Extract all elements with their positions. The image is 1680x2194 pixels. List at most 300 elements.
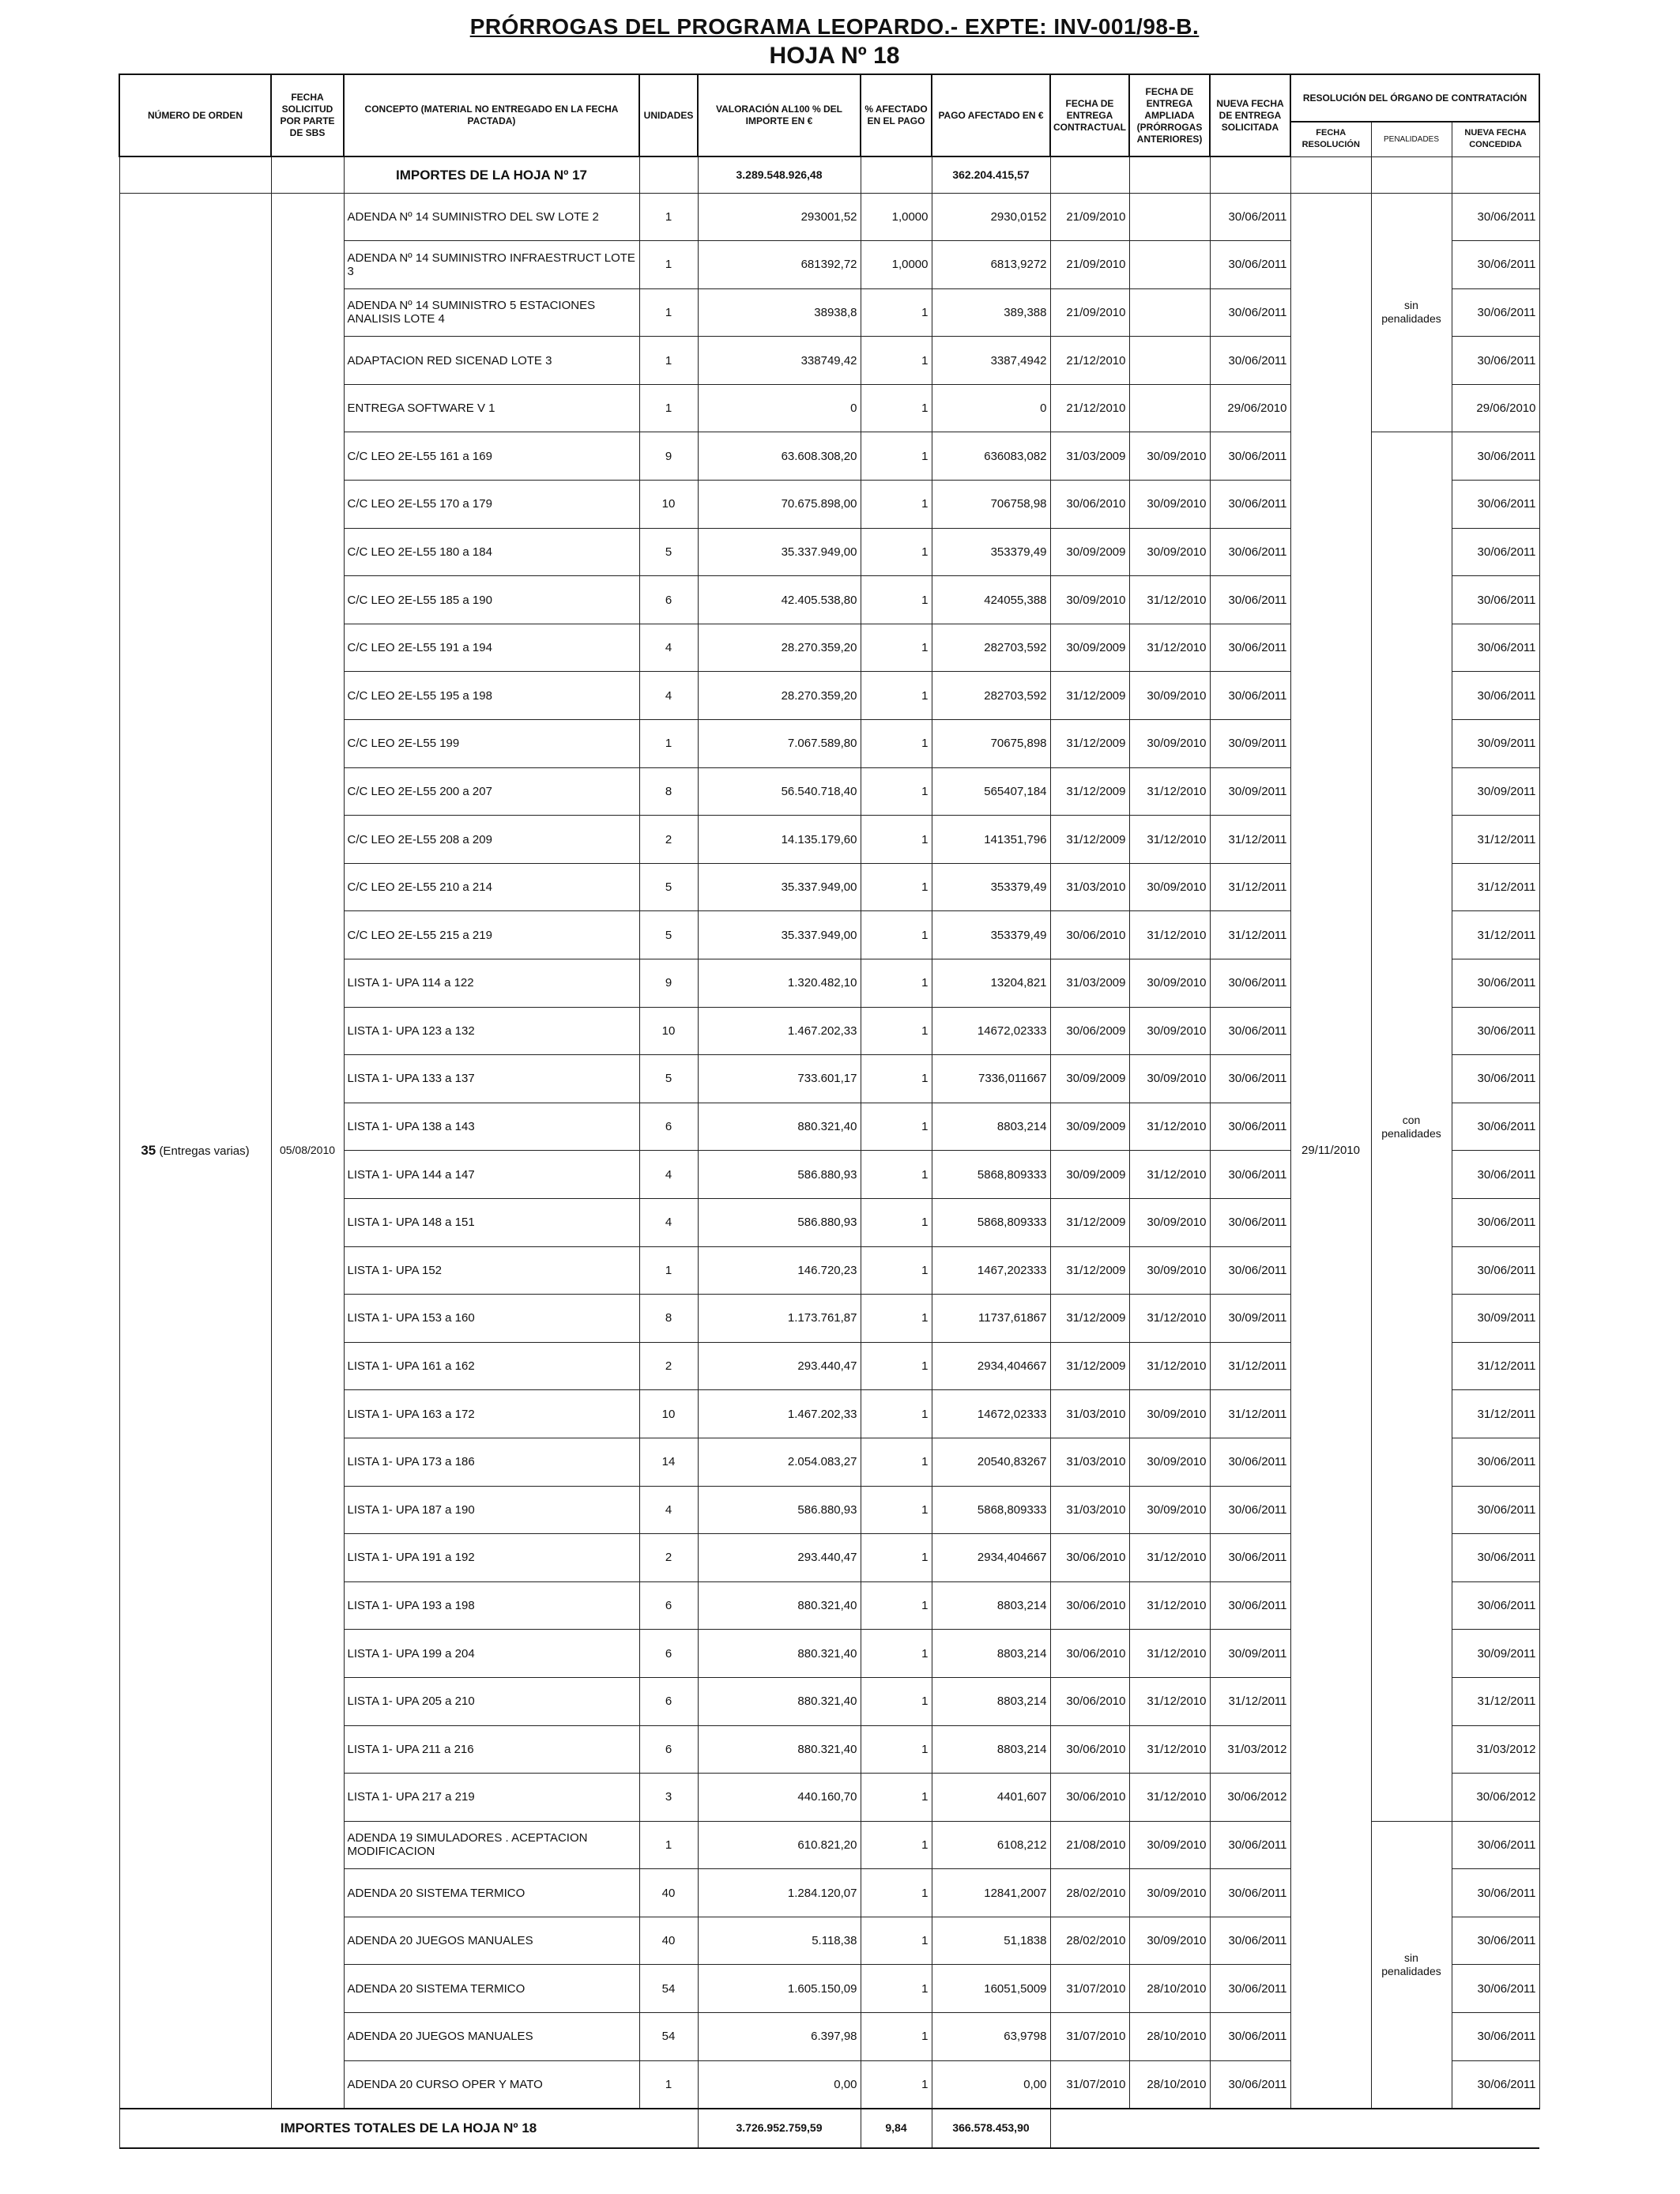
granted-date-cell: 29/06/2010 xyxy=(1452,384,1539,432)
granted-date-cell: 30/06/2011 xyxy=(1452,1007,1539,1055)
payment-cell: 5868,809333 xyxy=(932,1151,1050,1199)
granted-date-cell: 30/06/2011 xyxy=(1452,193,1539,241)
new-date-cell: 31/03/2012 xyxy=(1210,1725,1290,1774)
carry-valuation: 3.289.548.926,48 xyxy=(698,156,861,193)
extended-date-cell: 31/12/2010 xyxy=(1129,911,1210,959)
valuation-cell: 0,00 xyxy=(698,2060,861,2109)
extended-date-cell: 31/12/2010 xyxy=(1129,1151,1210,1199)
percent-cell: 1 xyxy=(861,720,932,768)
percent-cell: 1 xyxy=(861,911,932,959)
payment-cell: 353379,49 xyxy=(932,911,1050,959)
units-cell: 2 xyxy=(639,1534,698,1582)
granted-date-cell: 31/12/2011 xyxy=(1452,863,1539,911)
new-date-cell: 30/06/2011 xyxy=(1210,241,1290,289)
contract-date-cell: 30/09/2009 xyxy=(1050,624,1129,672)
contract-date-cell: 31/12/2009 xyxy=(1050,1295,1129,1343)
payment-cell: 13204,821 xyxy=(932,959,1050,1008)
payment-cell: 2934,404667 xyxy=(932,1342,1050,1390)
extended-date-cell: 30/09/2010 xyxy=(1129,1438,1210,1486)
valuation-cell: 0 xyxy=(698,384,861,432)
contract-date-cell: 31/12/2009 xyxy=(1050,767,1129,816)
carry-over-row xyxy=(119,156,1539,193)
new-date-cell: 31/12/2011 xyxy=(1210,1390,1290,1438)
totals-valuation: 3.726.952.759,59 xyxy=(698,2109,861,2148)
granted-date-cell: 30/06/2011 xyxy=(1452,1581,1539,1630)
contract-date-cell: 30/06/2010 xyxy=(1050,1534,1129,1582)
units-cell: 3 xyxy=(639,1774,698,1822)
header-granted-date: NUEVA FECHA CONCEDIDA xyxy=(1452,122,1539,156)
concept-cell: ENTREGA SOFTWARE V 1 xyxy=(344,384,639,432)
extended-date-cell: 28/10/2010 xyxy=(1129,1965,1210,2013)
contract-date-cell: 30/06/2010 xyxy=(1050,481,1129,529)
units-cell: 14 xyxy=(639,1438,698,1486)
contract-date-cell: 31/03/2009 xyxy=(1050,432,1129,481)
penalties-cell: sin penalidades xyxy=(1371,1821,1452,2109)
extended-date-cell: 31/12/2010 xyxy=(1129,1774,1210,1822)
payment-cell: 706758,98 xyxy=(932,481,1050,529)
penalties-cell: con penalidades xyxy=(1371,432,1452,1821)
concept-cell: ADENDA Nº 14 SUMINISTRO DEL SW LOTE 2 xyxy=(344,193,639,241)
units-cell: 1 xyxy=(639,1821,698,1869)
concept-cell: ADENDA 20 CURSO OPER Y MATO xyxy=(344,2060,639,2109)
concept-cell: LISTA 1- UPA 123 a 132 xyxy=(344,1007,639,1055)
carry-label: IMPORTES DE LA HOJA Nº 17 xyxy=(344,156,639,193)
valuation-cell: 6.397,98 xyxy=(698,2013,861,2061)
header-new-date: NUEVA FECHA DE ENTREGA SOLICITADA xyxy=(1210,74,1290,156)
granted-date-cell: 30/09/2011 xyxy=(1452,767,1539,816)
percent-cell: 1 xyxy=(861,576,932,624)
concept-cell: LISTA 1- UPA 133 a 137 xyxy=(344,1055,639,1103)
valuation-cell: 7.067.589,80 xyxy=(698,720,861,768)
extended-date-cell: 28/10/2010 xyxy=(1129,2060,1210,2109)
payment-cell: 1467,202333 xyxy=(932,1246,1050,1295)
contract-date-cell: 30/06/2010 xyxy=(1050,1630,1129,1678)
header-units: UNIDADES xyxy=(639,74,698,156)
units-cell: 6 xyxy=(639,1725,698,1774)
units-cell: 1 xyxy=(639,193,698,241)
units-cell: 5 xyxy=(639,911,698,959)
percent-cell: 1 xyxy=(861,384,932,432)
extended-date-cell: 30/09/2010 xyxy=(1129,481,1210,529)
percent-cell: 1 xyxy=(861,863,932,911)
new-date-cell: 30/06/2011 xyxy=(1210,1438,1290,1486)
percent-cell: 1,0000 xyxy=(861,241,932,289)
header-request-date: FECHA SOLICITUD POR PARTE DE SBS xyxy=(271,74,344,156)
totals-row xyxy=(119,2109,1539,2148)
new-date-cell: 30/06/2011 xyxy=(1210,1534,1290,1582)
valuation-cell: 880.321,40 xyxy=(698,1581,861,1630)
granted-date-cell: 30/06/2011 xyxy=(1452,241,1539,289)
contract-date-cell: 31/07/2010 xyxy=(1050,2060,1129,2109)
concept-cell: C/C LEO 2E-L55 170 a 179 xyxy=(344,481,639,529)
contract-date-cell: 31/07/2010 xyxy=(1050,1965,1129,2013)
extended-date-cell: 31/12/2010 xyxy=(1129,1725,1210,1774)
concept-cell: C/C LEO 2E-L55 161 a 169 xyxy=(344,432,639,481)
extended-date-cell: 31/12/2010 xyxy=(1129,1677,1210,1725)
header-concept: CONCEPTO (MATERIAL NO ENTREGADO EN LA FECHA PACTADA) xyxy=(344,74,639,156)
contract-date-cell: 30/06/2010 xyxy=(1050,1677,1129,1725)
contract-date-cell: 31/03/2010 xyxy=(1050,1390,1129,1438)
concept-cell: C/C LEO 2E-L55 199 xyxy=(344,720,639,768)
valuation-cell: 733.601,17 xyxy=(698,1055,861,1103)
percent-cell: 1 xyxy=(861,1725,932,1774)
new-date-cell: 30/09/2011 xyxy=(1210,1295,1290,1343)
units-cell: 1 xyxy=(639,288,698,337)
contract-date-cell: 31/12/2009 xyxy=(1050,720,1129,768)
payment-cell: 0,00 xyxy=(932,2060,1050,2109)
percent-cell: 1 xyxy=(861,1774,932,1822)
extended-date-cell: 31/12/2010 xyxy=(1129,1103,1210,1151)
extensions-table xyxy=(119,74,1540,2149)
granted-date-cell: 30/06/2011 xyxy=(1452,1821,1539,1869)
valuation-cell: 56.540.718,40 xyxy=(698,767,861,816)
units-cell: 6 xyxy=(639,1630,698,1678)
units-cell: 1 xyxy=(639,337,698,385)
payment-cell: 8803,214 xyxy=(932,1677,1050,1725)
valuation-cell: 440.160,70 xyxy=(698,1774,861,1822)
concept-cell: LISTA 1- UPA 114 a 122 xyxy=(344,959,639,1008)
concept-cell: LISTA 1- UPA 144 a 147 xyxy=(344,1151,639,1199)
contract-date-cell: 31/12/2009 xyxy=(1050,1198,1129,1246)
totals-label: IMPORTES TOTALES DE LA HOJA Nº 18 xyxy=(119,2109,698,2148)
percent-cell: 1 xyxy=(861,1677,932,1725)
contract-date-cell: 30/06/2010 xyxy=(1050,1774,1129,1822)
concept-cell: LISTA 1- UPA 163 a 172 xyxy=(344,1390,639,1438)
percent-cell: 1 xyxy=(861,816,932,864)
new-date-cell: 30/09/2011 xyxy=(1210,767,1290,816)
percent-cell: 1 xyxy=(861,1055,932,1103)
granted-date-cell: 30/06/2011 xyxy=(1452,528,1539,576)
header-payment: PAGO AFECTADO EN € xyxy=(932,74,1050,156)
header-resolution: RESOLUCIÓN DEL ÓRGANO DE CONTRATACIÓN xyxy=(1290,74,1539,122)
contract-date-cell: 28/02/2010 xyxy=(1050,1869,1129,1917)
contract-date-cell: 30/06/2010 xyxy=(1050,1725,1129,1774)
granted-date-cell: 30/06/2011 xyxy=(1452,672,1539,720)
units-cell: 1 xyxy=(639,720,698,768)
payment-cell: 63,9798 xyxy=(932,2013,1050,2061)
resolution-date: 29/11/2010 xyxy=(1290,193,1371,2109)
concept-cell: LISTA 1- UPA 153 a 160 xyxy=(344,1295,639,1343)
new-date-cell: 30/06/2011 xyxy=(1210,624,1290,672)
valuation-cell: 1.320.482,10 xyxy=(698,959,861,1008)
concept-cell: C/C LEO 2E-L55 200 a 207 xyxy=(344,767,639,816)
concept-cell: ADENDA 20 JUEGOS MANUALES xyxy=(344,1917,639,1965)
extended-date-cell: 30/09/2010 xyxy=(1129,1821,1210,1869)
new-date-cell: 31/12/2011 xyxy=(1210,1342,1290,1390)
valuation-cell: 1.284.120,07 xyxy=(698,1869,861,1917)
percent-cell: 1 xyxy=(861,1151,932,1199)
new-date-cell: 30/06/2011 xyxy=(1210,432,1290,481)
contract-date-cell: 21/09/2010 xyxy=(1050,288,1129,337)
new-date-cell: 30/06/2011 xyxy=(1210,1965,1290,2013)
units-cell: 4 xyxy=(639,1486,698,1534)
units-cell: 9 xyxy=(639,959,698,1008)
payment-cell: 20540,83267 xyxy=(932,1438,1050,1486)
concept-cell: C/C LEO 2E-L55 195 a 198 xyxy=(344,672,639,720)
payment-cell: 2930,0152 xyxy=(932,193,1050,241)
concept-cell: C/C LEO 2E-L55 180 a 184 xyxy=(344,528,639,576)
percent-cell: 1 xyxy=(861,1630,932,1678)
payment-cell: 5868,809333 xyxy=(932,1198,1050,1246)
payment-cell: 51,1838 xyxy=(932,1917,1050,1965)
concept-cell: LISTA 1- UPA 205 a 210 xyxy=(344,1677,639,1725)
valuation-cell: 146.720,23 xyxy=(698,1246,861,1295)
valuation-cell: 880.321,40 xyxy=(698,1630,861,1678)
carry-payment: 362.204.415,57 xyxy=(932,156,1050,193)
units-cell: 54 xyxy=(639,1965,698,2013)
extended-date-cell: 30/09/2010 xyxy=(1129,1055,1210,1103)
valuation-cell: 880.321,40 xyxy=(698,1103,861,1151)
percent-cell: 1 xyxy=(861,1869,932,1917)
concept-cell: ADAPTACION RED SICENAD LOTE 3 xyxy=(344,337,639,385)
payment-cell: 14672,02333 xyxy=(932,1390,1050,1438)
new-date-cell: 31/12/2011 xyxy=(1210,816,1290,864)
valuation-cell: 586.880,93 xyxy=(698,1151,861,1199)
header-valuation: VALORACIÓN AL100 % DEL IMPORTE EN € xyxy=(698,74,861,156)
percent-cell: 1 xyxy=(861,1007,932,1055)
units-cell: 54 xyxy=(639,2013,698,2061)
new-date-cell: 30/06/2011 xyxy=(1210,1917,1290,1965)
extended-date-cell: 31/12/2010 xyxy=(1129,1295,1210,1343)
granted-date-cell: 30/06/2011 xyxy=(1452,1151,1539,1199)
new-date-cell: 30/06/2011 xyxy=(1210,2060,1290,2109)
extended-date-cell: 31/12/2010 xyxy=(1129,1342,1210,1390)
units-cell: 5 xyxy=(639,863,698,911)
extended-date-cell: 31/12/2010 xyxy=(1129,767,1210,816)
units-cell: 1 xyxy=(639,241,698,289)
valuation-cell: 880.321,40 xyxy=(698,1677,861,1725)
payment-cell: 14672,02333 xyxy=(932,1007,1050,1055)
percent-cell: 1 xyxy=(861,481,932,529)
granted-date-cell: 30/06/2011 xyxy=(1452,1486,1539,1534)
extended-date-cell: 31/12/2010 xyxy=(1129,576,1210,624)
extended-date-cell: 30/09/2010 xyxy=(1129,432,1210,481)
order-note: (Entregas varias) xyxy=(159,1144,250,1158)
granted-date-cell: 30/06/2011 xyxy=(1452,288,1539,337)
contract-date-cell: 31/03/2009 xyxy=(1050,959,1129,1008)
units-cell: 4 xyxy=(639,1198,698,1246)
new-date-cell: 30/06/2011 xyxy=(1210,672,1290,720)
granted-date-cell: 31/12/2011 xyxy=(1452,1390,1539,1438)
extended-date-cell: 30/09/2010 xyxy=(1129,1007,1210,1055)
valuation-cell: 35.337.949,00 xyxy=(698,911,861,959)
extended-date-cell: 30/09/2010 xyxy=(1129,1198,1210,1246)
contract-date-cell: 31/03/2010 xyxy=(1050,1486,1129,1534)
extended-date-cell: 30/09/2010 xyxy=(1129,672,1210,720)
granted-date-cell: 30/06/2011 xyxy=(1452,481,1539,529)
payment-cell: 0 xyxy=(932,384,1050,432)
units-cell: 6 xyxy=(639,1581,698,1630)
percent-cell: 1 xyxy=(861,1295,932,1343)
granted-date-cell: 30/09/2011 xyxy=(1452,1295,1539,1343)
percent-cell: 1 xyxy=(861,288,932,337)
contract-date-cell: 31/03/2010 xyxy=(1050,863,1129,911)
contract-date-cell: 30/09/2009 xyxy=(1050,1055,1129,1103)
new-date-cell: 30/06/2011 xyxy=(1210,2013,1290,2061)
concept-cell: LISTA 1- UPA 211 a 216 xyxy=(344,1725,639,1774)
new-date-cell: 30/06/2011 xyxy=(1210,1869,1290,1917)
percent-cell: 1 xyxy=(861,337,932,385)
units-cell: 40 xyxy=(639,1869,698,1917)
header-contract-date: FECHA DE ENTREGA CONTRACTUAL xyxy=(1050,74,1129,156)
concept-cell: LISTA 1- UPA 148 a 151 xyxy=(344,1198,639,1246)
percent-cell: 1 xyxy=(861,1917,932,1965)
concept-cell: C/C LEO 2E-L55 215 a 219 xyxy=(344,911,639,959)
extended-date-cell: 30/09/2010 xyxy=(1129,1390,1210,1438)
new-date-cell: 30/06/2011 xyxy=(1210,288,1290,337)
percent-cell: 1 xyxy=(861,959,932,1008)
valuation-cell: 610.821,20 xyxy=(698,1821,861,1869)
percent-cell: 1 xyxy=(861,672,932,720)
header-order: NÚMERO DE ORDEN xyxy=(119,74,271,156)
granted-date-cell: 30/06/2011 xyxy=(1452,1246,1539,1295)
payment-cell: 12841,2007 xyxy=(932,1869,1050,1917)
extended-date-cell: 30/09/2010 xyxy=(1129,1486,1210,1534)
contract-date-cell: 21/12/2010 xyxy=(1050,337,1129,385)
valuation-cell: 38938,8 xyxy=(698,288,861,337)
concept-cell: ADENDA 20 SISTEMA TERMICO xyxy=(344,1869,639,1917)
granted-date-cell: 31/12/2011 xyxy=(1452,911,1539,959)
units-cell: 2 xyxy=(639,1342,698,1390)
extended-date-cell: 30/09/2010 xyxy=(1129,959,1210,1008)
extended-date-cell: 30/09/2010 xyxy=(1129,1917,1210,1965)
extended-date-cell: 31/12/2010 xyxy=(1129,1534,1210,1582)
concept-cell: LISTA 1- UPA 193 a 198 xyxy=(344,1581,639,1630)
percent-cell: 1 xyxy=(861,1246,932,1295)
payment-cell: 6108,212 xyxy=(932,1821,1050,1869)
units-cell: 8 xyxy=(639,767,698,816)
new-date-cell: 29/06/2010 xyxy=(1210,384,1290,432)
new-date-cell: 30/06/2011 xyxy=(1210,1246,1290,1295)
extended-date-cell: 30/09/2010 xyxy=(1129,528,1210,576)
new-date-cell: 30/06/2011 xyxy=(1210,576,1290,624)
valuation-cell: 1.173.761,87 xyxy=(698,1295,861,1343)
payment-cell: 11737,61867 xyxy=(932,1295,1050,1343)
valuation-cell: 293001,52 xyxy=(698,193,861,241)
contract-date-cell: 30/09/2009 xyxy=(1050,528,1129,576)
granted-date-cell: 30/06/2011 xyxy=(1452,1965,1539,2013)
percent-cell: 1 xyxy=(861,1438,932,1486)
extended-date-cell xyxy=(1129,288,1210,337)
extended-date-cell xyxy=(1129,337,1210,385)
units-cell: 5 xyxy=(639,528,698,576)
contract-date-cell: 31/03/2010 xyxy=(1050,1438,1129,1486)
contract-date-cell: 30/06/2010 xyxy=(1050,1581,1129,1630)
units-cell: 8 xyxy=(639,1295,698,1343)
granted-date-cell: 31/12/2011 xyxy=(1452,1342,1539,1390)
granted-date-cell: 31/12/2011 xyxy=(1452,1677,1539,1725)
new-date-cell: 30/09/2011 xyxy=(1210,1630,1290,1678)
percent-cell: 1 xyxy=(861,1534,932,1582)
extended-date-cell: 28/10/2010 xyxy=(1129,2013,1210,2061)
valuation-cell: 42.405.538,80 xyxy=(698,576,861,624)
extended-date-cell: 31/12/2010 xyxy=(1129,1581,1210,1630)
percent-cell: 1 xyxy=(861,2060,932,2109)
percent-cell: 1 xyxy=(861,1965,932,2013)
concept-cell: C/C LEO 2E-L55 191 a 194 xyxy=(344,624,639,672)
concept-cell: LISTA 1- UPA 161 a 162 xyxy=(344,1342,639,1390)
concept-cell: LISTA 1- UPA 191 a 192 xyxy=(344,1534,639,1582)
new-date-cell: 30/06/2011 xyxy=(1210,1055,1290,1103)
granted-date-cell: 30/06/2011 xyxy=(1452,1198,1539,1246)
payment-cell: 4401,607 xyxy=(932,1774,1050,1822)
percent-cell: 1 xyxy=(861,1486,932,1534)
new-date-cell: 31/12/2011 xyxy=(1210,1677,1290,1725)
valuation-cell: 28.270.359,20 xyxy=(698,624,861,672)
valuation-cell: 2.054.083,27 xyxy=(698,1438,861,1486)
valuation-cell: 586.880,93 xyxy=(698,1486,861,1534)
valuation-cell: 35.337.949,00 xyxy=(698,863,861,911)
concept-cell: ADENDA Nº 14 SUMINISTRO 5 ESTACIONES ANALISIS LOTE 4 xyxy=(344,288,639,337)
new-date-cell: 31/12/2011 xyxy=(1210,911,1290,959)
concept-cell: LISTA 1- UPA 138 a 143 xyxy=(344,1103,639,1151)
concept-cell: C/C LEO 2E-L55 208 a 209 xyxy=(344,816,639,864)
valuation-cell: 1.605.150,09 xyxy=(698,1965,861,2013)
new-date-cell: 30/06/2011 xyxy=(1210,337,1290,385)
units-cell: 4 xyxy=(639,672,698,720)
new-date-cell: 30/06/2011 xyxy=(1210,481,1290,529)
sheet-number: HOJA Nº 18 xyxy=(769,43,900,69)
new-date-cell: 30/06/2011 xyxy=(1210,1198,1290,1246)
payment-cell: 7336,011667 xyxy=(932,1055,1050,1103)
new-date-cell: 30/06/2011 xyxy=(1210,959,1290,1008)
new-date-cell: 30/06/2011 xyxy=(1210,1151,1290,1199)
percent-cell: 1 xyxy=(861,1821,932,1869)
payment-cell: 282703,592 xyxy=(932,672,1050,720)
granted-date-cell: 30/09/2011 xyxy=(1452,720,1539,768)
valuation-cell: 293.440,47 xyxy=(698,1534,861,1582)
new-date-cell: 30/06/2012 xyxy=(1210,1774,1290,1822)
payment-cell: 141351,796 xyxy=(932,816,1050,864)
units-cell: 5 xyxy=(639,1055,698,1103)
payment-cell: 353379,49 xyxy=(932,863,1050,911)
order-cell xyxy=(119,193,271,2109)
document-title: PRÓRROGAS DEL PROGRAMA LEOPARDO.- EXPTE: INV-001/98-B. xyxy=(469,14,1200,39)
granted-date-cell: 30/06/2011 xyxy=(1452,1869,1539,1917)
payment-cell: 16051,5009 xyxy=(932,1965,1050,2013)
units-cell: 40 xyxy=(639,1917,698,1965)
payment-cell: 565407,184 xyxy=(932,767,1050,816)
concept-cell: LISTA 1- UPA 187 a 190 xyxy=(344,1486,639,1534)
granted-date-cell: 30/06/2011 xyxy=(1452,624,1539,672)
contract-date-cell: 31/12/2009 xyxy=(1050,672,1129,720)
concept-cell: C/C LEO 2E-L55 185 a 190 xyxy=(344,576,639,624)
contract-date-cell: 30/06/2009 xyxy=(1050,1007,1129,1055)
granted-date-cell: 31/12/2011 xyxy=(1452,816,1539,864)
contract-date-cell: 30/09/2009 xyxy=(1050,1103,1129,1151)
percent-cell: 1 xyxy=(861,1390,932,1438)
extended-date-cell xyxy=(1129,193,1210,241)
granted-date-cell: 30/06/2011 xyxy=(1452,1917,1539,1965)
concept-cell: C/C LEO 2E-L55 210 a 214 xyxy=(344,863,639,911)
contract-date-cell: 31/12/2009 xyxy=(1050,1342,1129,1390)
payment-cell: 8803,214 xyxy=(932,1581,1050,1630)
percent-cell: 1 xyxy=(861,767,932,816)
percent-cell: 1 xyxy=(861,1581,932,1630)
contract-date-cell: 30/09/2009 xyxy=(1050,1151,1129,1199)
header-percent: % AFECTADO EN EL PAGO xyxy=(861,74,932,156)
contract-date-cell: 21/09/2010 xyxy=(1050,193,1129,241)
contract-date-cell: 21/08/2010 xyxy=(1050,1821,1129,1869)
concept-cell: ADENDA 20 SISTEMA TERMICO xyxy=(344,1965,639,2013)
new-date-cell: 30/06/2011 xyxy=(1210,193,1290,241)
totals-empty xyxy=(1050,2109,1539,2148)
units-cell: 1 xyxy=(639,384,698,432)
extended-date-cell xyxy=(1129,241,1210,289)
payment-cell: 389,388 xyxy=(932,288,1050,337)
concept-cell: LISTA 1- UPA 152 xyxy=(344,1246,639,1295)
new-date-cell: 30/06/2011 xyxy=(1210,1007,1290,1055)
